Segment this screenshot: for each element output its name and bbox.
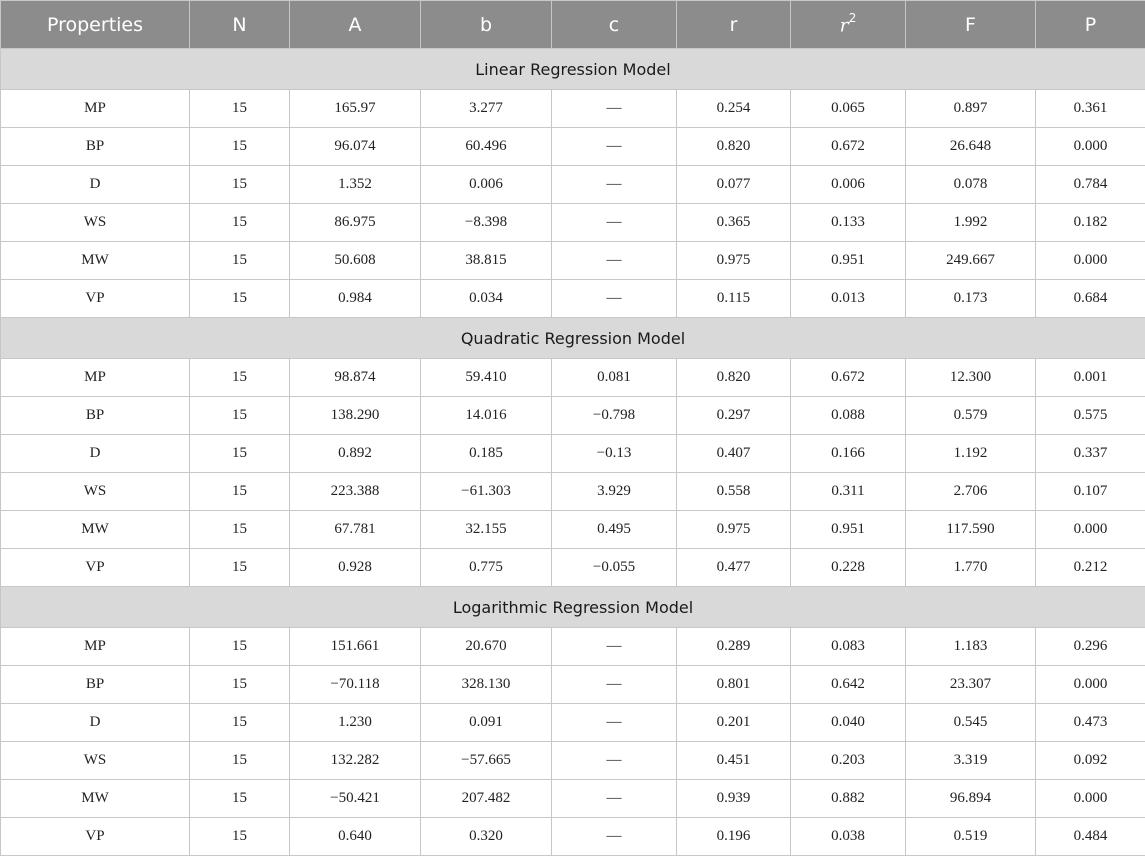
cell-n: 15: [190, 511, 290, 549]
header-f: F: [906, 1, 1036, 49]
cell-r: 0.201: [677, 704, 791, 742]
cell-c: —: [552, 780, 677, 818]
cell-r-squared: 0.882: [791, 780, 906, 818]
cell-p: 0.000: [1036, 666, 1145, 704]
cell-c: —: [552, 280, 677, 318]
cell-c: —: [552, 704, 677, 742]
cell-property: VP: [1, 549, 190, 587]
cell-c: —: [552, 90, 677, 128]
cell-c: —: [552, 818, 677, 856]
cell-b: 38.815: [421, 242, 552, 280]
cell-n: 15: [190, 166, 290, 204]
cell-p: 0.575: [1036, 397, 1145, 435]
cell-property: D: [1, 166, 190, 204]
cell-property: WS: [1, 742, 190, 780]
cell-n: 15: [190, 90, 290, 128]
cell-a: 223.388: [290, 473, 421, 511]
cell-r-squared: 0.013: [791, 280, 906, 318]
header-r: r: [677, 1, 791, 49]
cell-c: −0.798: [552, 397, 677, 435]
cell-property: MP: [1, 359, 190, 397]
cell-f: 0.519: [906, 818, 1036, 856]
cell-r: 0.801: [677, 666, 791, 704]
cell-property: D: [1, 704, 190, 742]
cell-a: 1.230: [290, 704, 421, 742]
cell-a: 138.290: [290, 397, 421, 435]
cell-r: 0.558: [677, 473, 791, 511]
section-row: [1, 49, 1145, 90]
cell-b: 0.006: [421, 166, 552, 204]
cell-f: 1.183: [906, 628, 1036, 666]
cell-b: −61.303: [421, 473, 552, 511]
cell-c: —: [552, 628, 677, 666]
cell-p: 0.000: [1036, 128, 1145, 166]
cell-p: 0.684: [1036, 280, 1145, 318]
cell-c: —: [552, 128, 677, 166]
cell-f: 117.590: [906, 511, 1036, 549]
cell-a: 132.282: [290, 742, 421, 780]
cell-c: 0.081: [552, 359, 677, 397]
cell-a: 50.608: [290, 242, 421, 280]
cell-property: BP: [1, 397, 190, 435]
header-a: A: [290, 1, 421, 49]
cell-a: 0.928: [290, 549, 421, 587]
header-p: P: [1036, 1, 1145, 49]
cell-property: MP: [1, 628, 190, 666]
cell-r-squared: 0.040: [791, 704, 906, 742]
header-c: c: [552, 1, 677, 49]
cell-b: 0.091: [421, 704, 552, 742]
cell-r: 0.196: [677, 818, 791, 856]
cell-a: 165.97: [290, 90, 421, 128]
cell-property: MW: [1, 780, 190, 818]
cell-f: 23.307: [906, 666, 1036, 704]
cell-property: WS: [1, 204, 190, 242]
cell-f: 0.173: [906, 280, 1036, 318]
table-row: [1, 280, 1145, 318]
cell-n: 15: [190, 397, 290, 435]
section-row: [1, 318, 1145, 359]
cell-r: 0.289: [677, 628, 791, 666]
cell-b: −57.665: [421, 742, 552, 780]
cell-n: 15: [190, 666, 290, 704]
table-row: [1, 511, 1145, 549]
cell-b: 0.034: [421, 280, 552, 318]
table-row: [1, 818, 1145, 856]
cell-n: 15: [190, 818, 290, 856]
cell-b: −8.398: [421, 204, 552, 242]
cell-p: 0.212: [1036, 549, 1145, 587]
cell-f: 1.192: [906, 435, 1036, 473]
cell-property: BP: [1, 128, 190, 166]
cell-c: —: [552, 204, 677, 242]
cell-b: 0.320: [421, 818, 552, 856]
cell-r: 0.477: [677, 549, 791, 587]
cell-a: 0.640: [290, 818, 421, 856]
cell-r-squared: 0.088: [791, 397, 906, 435]
cell-r-squared: 0.228: [791, 549, 906, 587]
cell-property: MP: [1, 90, 190, 128]
cell-a: 96.074: [290, 128, 421, 166]
cell-a: −70.118: [290, 666, 421, 704]
cell-f: 0.545: [906, 704, 1036, 742]
cell-n: 15: [190, 473, 290, 511]
cell-p: 0.337: [1036, 435, 1145, 473]
cell-r: 0.820: [677, 128, 791, 166]
cell-a: 86.975: [290, 204, 421, 242]
header-row: [1, 1, 1145, 49]
cell-r-squared: 0.311: [791, 473, 906, 511]
cell-b: 0.185: [421, 435, 552, 473]
cell-p: 0.473: [1036, 704, 1145, 742]
cell-f: 12.300: [906, 359, 1036, 397]
cell-r-squared: 0.083: [791, 628, 906, 666]
cell-n: 15: [190, 128, 290, 166]
cell-b: 0.775: [421, 549, 552, 587]
cell-b: 3.277: [421, 90, 552, 128]
section-row: [1, 587, 1145, 628]
header-n: N: [190, 1, 290, 49]
cell-c: −0.055: [552, 549, 677, 587]
table-body: [1, 49, 1145, 856]
cell-p: 0.000: [1036, 242, 1145, 280]
cell-f: 1.770: [906, 549, 1036, 587]
cell-a: 0.892: [290, 435, 421, 473]
cell-n: 15: [190, 628, 290, 666]
cell-c: 0.495: [552, 511, 677, 549]
header-properties: Properties: [1, 1, 190, 49]
cell-r: 0.820: [677, 359, 791, 397]
cell-n: 15: [190, 435, 290, 473]
table-row: [1, 666, 1145, 704]
cell-r-squared: 0.006: [791, 166, 906, 204]
cell-f: 26.648: [906, 128, 1036, 166]
cell-p: 0.001: [1036, 359, 1145, 397]
cell-r-squared: 0.038: [791, 818, 906, 856]
cell-p: 0.000: [1036, 511, 1145, 549]
cell-r: 0.407: [677, 435, 791, 473]
cell-r-squared: 0.951: [791, 242, 906, 280]
cell-r: 0.115: [677, 280, 791, 318]
table-row: [1, 435, 1145, 473]
table-row: [1, 742, 1145, 780]
cell-p: 0.182: [1036, 204, 1145, 242]
cell-property: D: [1, 435, 190, 473]
section-title: Logarithmic Regression Model: [1, 587, 1145, 628]
cell-property: MW: [1, 242, 190, 280]
cell-r: 0.975: [677, 242, 791, 280]
cell-b: 328.130: [421, 666, 552, 704]
cell-n: 15: [190, 204, 290, 242]
cell-r: 0.077: [677, 166, 791, 204]
cell-property: VP: [1, 818, 190, 856]
cell-f: 0.897: [906, 90, 1036, 128]
cell-r-squared: 0.065: [791, 90, 906, 128]
table-row: [1, 166, 1145, 204]
cell-a: 151.661: [290, 628, 421, 666]
cell-r: 0.451: [677, 742, 791, 780]
cell-b: 32.155: [421, 511, 552, 549]
table-row: [1, 628, 1145, 666]
cell-c: —: [552, 166, 677, 204]
cell-p: 0.484: [1036, 818, 1145, 856]
cell-f: 0.579: [906, 397, 1036, 435]
cell-r-squared: 0.672: [791, 359, 906, 397]
cell-n: 15: [190, 780, 290, 818]
cell-f: 96.894: [906, 780, 1036, 818]
cell-property: VP: [1, 280, 190, 318]
cell-f: 3.319: [906, 742, 1036, 780]
section-title: Quadratic Regression Model: [1, 318, 1145, 359]
cell-r: 0.939: [677, 780, 791, 818]
cell-b: 59.410: [421, 359, 552, 397]
cell-a: 67.781: [290, 511, 421, 549]
cell-r-squared: 0.672: [791, 128, 906, 166]
cell-c: −0.13: [552, 435, 677, 473]
cell-c: —: [552, 242, 677, 280]
cell-f: 2.706: [906, 473, 1036, 511]
cell-r: 0.975: [677, 511, 791, 549]
cell-r: 0.365: [677, 204, 791, 242]
table-row: [1, 397, 1145, 435]
cell-property: WS: [1, 473, 190, 511]
cell-f: 249.667: [906, 242, 1036, 280]
section-title: Linear Regression Model: [1, 49, 1145, 90]
cell-p: 0.000: [1036, 780, 1145, 818]
cell-n: 15: [190, 704, 290, 742]
cell-r-squared: 0.642: [791, 666, 906, 704]
cell-n: 15: [190, 359, 290, 397]
cell-r-squared: 0.951: [791, 511, 906, 549]
cell-b: 60.496: [421, 128, 552, 166]
table-row: [1, 204, 1145, 242]
cell-p: 0.784: [1036, 166, 1145, 204]
table-header: [1, 1, 1145, 49]
table-row: [1, 128, 1145, 166]
cell-b: 14.016: [421, 397, 552, 435]
cell-n: 15: [190, 742, 290, 780]
cell-p: 0.092: [1036, 742, 1145, 780]
cell-c: —: [552, 666, 677, 704]
table-row: [1, 359, 1145, 397]
table-row: [1, 242, 1145, 280]
table-row: [1, 549, 1145, 587]
cell-a: 0.984: [290, 280, 421, 318]
cell-r-squared: 0.203: [791, 742, 906, 780]
cell-f: 1.992: [906, 204, 1036, 242]
r-squared-base: r: [839, 14, 849, 37]
cell-a: −50.421: [290, 780, 421, 818]
cell-b: 207.482: [421, 780, 552, 818]
cell-c: —: [552, 742, 677, 780]
cell-r: 0.254: [677, 90, 791, 128]
cell-p: 0.361: [1036, 90, 1145, 128]
cell-f: 0.078: [906, 166, 1036, 204]
cell-r: 0.297: [677, 397, 791, 435]
cell-r-squared: 0.166: [791, 435, 906, 473]
table-row: [1, 90, 1145, 128]
cell-c: 3.929: [552, 473, 677, 511]
cell-a: 98.874: [290, 359, 421, 397]
cell-n: 15: [190, 549, 290, 587]
cell-property: BP: [1, 666, 190, 704]
cell-b: 20.670: [421, 628, 552, 666]
cell-r-squared: 0.133: [791, 204, 906, 242]
cell-p: 0.107: [1036, 473, 1145, 511]
table-row: [1, 704, 1145, 742]
cell-n: 15: [190, 280, 290, 318]
r-squared-exponent: 2: [848, 10, 857, 25]
header-r-squared: [791, 1, 906, 49]
header-b: b: [421, 1, 552, 49]
cell-a: 1.352: [290, 166, 421, 204]
cell-n: 15: [190, 242, 290, 280]
table-row: [1, 473, 1145, 511]
cell-property: MW: [1, 511, 190, 549]
cell-p: 0.296: [1036, 628, 1145, 666]
table-row: [1, 780, 1145, 818]
